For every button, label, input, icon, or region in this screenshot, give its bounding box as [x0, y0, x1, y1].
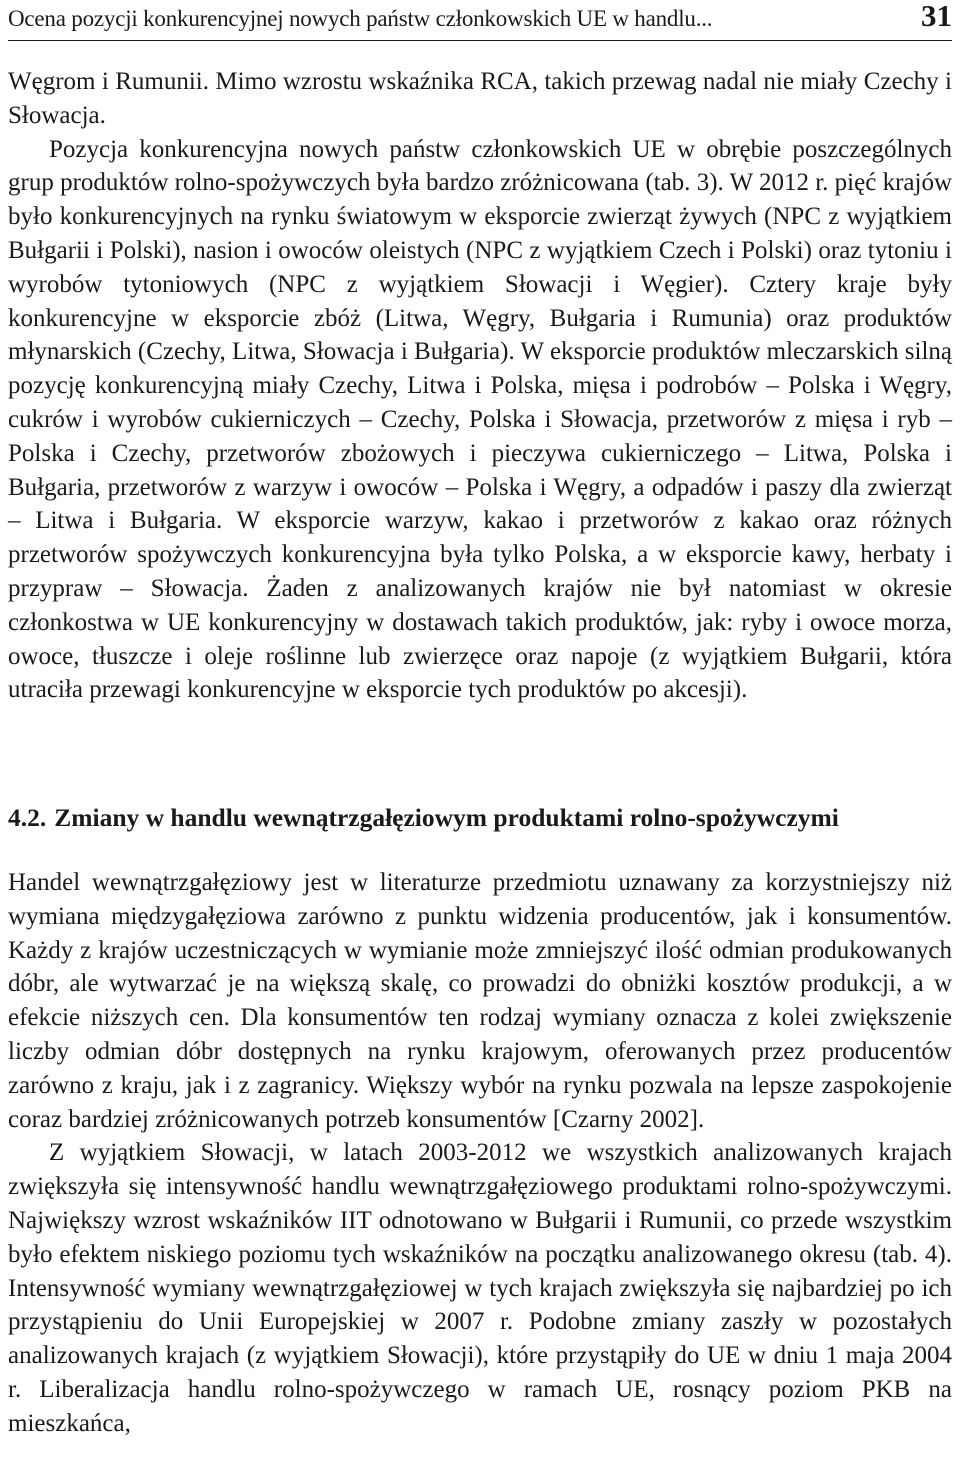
paragraph: Węgrom i Rumunii. Mimo wzrostu wskaźnika RCA, takich przewag nadal nie miały Czechy i Słowacja.: [8, 68, 952, 129]
section-title: Zmiany w handlu wewnątrzgałęziowym produktami rolno-spożywczymi: [54, 803, 839, 832]
body-text-bottom: [8, 866, 952, 1441]
paragraph: Handel wewnątrzgałęziowy jest w literaturze przedmiotu uznawany za korzystniejszy niż wymiana międzygałęziowa zarówno z punktu widzenia producentów, jak i konsumentów. Każdy z krajów uczestniczących w wymianie może zmniejszyć ilość odmian produkowanych dóbr, ale wytwarzać je na większą skalę, co prowadzi do obniżki kosztów produkcji, a w efekcie niższych cen. Dla konsumentów ten rodzaj wymiany oznacza z kolei zwiększenie liczby odmian dóbr dostępnych na rynku krajowym, oferowanych przez producentów zarówno z kraju, jak i z zagranicy. Większy wybór na rynku pozwala na lepsze zaspokojenie coraz bardziej zróżnicowanych potrzeb konsumentów [Czarny 2002].: [8, 869, 952, 1133]
running-header: [8, 0, 952, 41]
page-number: 31: [921, 0, 952, 33]
paragraph: Pozycja konkurencyjna nowych państw członkowskich UE w obrębie poszczególnych grup produktów rolno-spożywczych była bardzo zróżnicowana (tab. 3). W 2012 r. pięć krajów było konkurencyjnych na rynku światowym w eksporcie zwierząt żywych (NPC z wyjątkiem Bułgarii i Polski), nasion i owoców oleistych (NPC z wyjątkiem Czech i Polski) oraz tytoniu i wyrobów tytoniowych (NPC z wyjątkiem Słowacji i Węgier). Cztery kraje były konkurencyjne w eksporcie zbóż (Litwa, Węgry, Bułgaria i Rumunia) oraz produktów młynarskich (Czechy, Litwa, Słowacja i Bułgaria). W eksporcie produktów mleczarskich silną pozycję konkurencyjną miały Czechy, Litwa i Polska, mięsa i podrobów – Polska i Węgry, cukrów i wyrobów cukierniczych – Czechy, Polska i Słowacja, przetworów z mięsa i ryb – Polska i Czechy, przetworów zbożowych i pieczywa cukierniczego – Litwa, Polska i Bułgaria, przetworów z warzyw i owoców – Polska i Węgry, a odpadów i paszy dla zwierząt – Litwa i Bułgaria. W eksporcie warzyw, kakao i przetworów z kakao oraz różnych przetworów spożywczych konkurencyjna była tylko Polska, a w eksporcie kawy, herbaty i przypraw – Słowacja. Żaden z analizowanych krajów nie był natomiast w okresie członkostwa w UE konkurencyjny w dostawach takich produktów, jak: ryby i owoce morza, owoce, tłuszcze i oleje roślinne lub zwierzęce oraz napoje (z wyjątkiem Bułgarii, która utraciła przewagi konkurencyjne w eksporcie tych produktów po akcesji).: [8, 135, 952, 704]
section-number: 4.2.: [8, 803, 47, 832]
body-text-top: [8, 65, 952, 707]
running-title: Ocena pozycji konkurencyjnej nowych państw członkowskich UE w handlu...: [8, 6, 713, 31]
section-heading: [8, 801, 952, 835]
paragraph: Z wyjątkiem Słowacji, w latach 2003-2012 we wszystkich analizowanych krajach zwiększyła się intensywność handlu wewnątrzgałęziowego produktami rolno-spożywczymi. Największy wzrost wskaźników IIT odnotowano w Bułgarii i Rumunii, co przede wszystkim było efektem niskiego poziomu tych wskaźników na początku analizowanego okresu (tab. 4). Intensywność wymiany wewnątrzgałęziowej w tych krajach zwiększyła się najbardziej po ich przystąpieniu do Unii Europejskiej w 2007 r. Podobne zmiany zaszły w pozostałych analizowanych krajach (z wyjątkiem Słowacji), które przystąpiły do UE w dniu 1 maja 2004 r. Liberalizacja handlu rolno-spożywczego w ramach UE, rosnący poziom PKB na mieszkańca,: [8, 1139, 952, 1437]
